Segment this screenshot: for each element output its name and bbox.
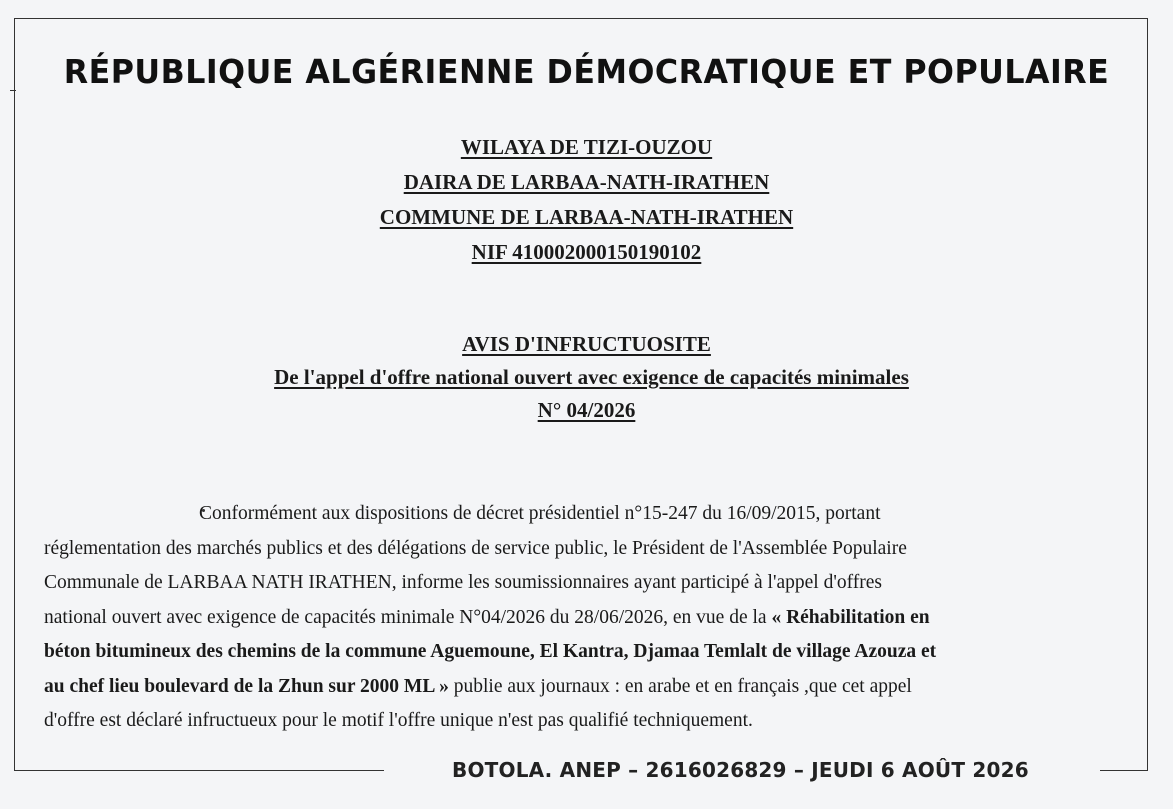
notice-title: AVIS D'INFRUCTUOSITE <box>462 332 711 356</box>
body-line: Conformément aux dispositions de décret présidentiel n°15-247 du 16/09/2015, portant <box>199 503 881 524</box>
daira-line: DAIRA DE LARBAA-NATH-IRATHEN <box>403 170 770 194</box>
frame-border-bottom-left <box>14 770 384 771</box>
wilaya-line: WILAYA DE TIZI-OUZOU <box>460 135 713 159</box>
publication-footer: BOTOLA. ANEP – 2616026829 – JEUDI 6 AOÛT 2026 <box>452 758 1029 782</box>
nif-line: NIF 410002000150190102 <box>471 240 702 264</box>
body-text-regular: national ouvert avec exigence de capacités minimale N°04/2026 du 28/06/2026, en vue de la <box>44 606 772 628</box>
body-line: d'offre est déclaré infructueux pour le motif l'offre unique n'est pas qualifié techniquement. <box>44 710 753 731</box>
commune-line: COMMUNE DE LARBAA-NATH-IRATHEN <box>379 205 794 229</box>
body-line <box>44 670 1119 705</box>
project-title-middle: béton bitumineux des chemins de la commune Aguemoune, El Kantra, Djamaa Temlalt de village Azouza et <box>44 641 937 662</box>
issuer-header <box>0 130 1173 270</box>
frame-border-top <box>14 18 1148 19</box>
body-line: réglementation des marchés publics et des délégations de service public, le Président de l'Assemblée Populaire <box>44 537 907 559</box>
notice-body <box>44 497 1119 739</box>
notice-subtitle: De l'appel d'offre national ouvert avec exigence de capacités minimales <box>274 365 909 389</box>
body-line <box>44 601 1119 636</box>
body-text-regular: publie aux journaux : en arabe et en français ,que cet appel <box>448 675 912 697</box>
frame-border-bottom-right <box>1100 770 1148 771</box>
margin-mark <box>10 90 16 91</box>
body-line: Communale de LARBAA NATH IRATHEN, informe les soumissionnaires ayant participé à l'appel d'offres <box>44 572 882 593</box>
project-title-start: « Réhabilitation en <box>771 606 930 628</box>
project-title-end: au chef lieu boulevard de la Zhun sur 2000 ML » <box>44 675 449 697</box>
page-title: RÉPUBLIQUE ALGÉRIENNE DÉMOCRATIQUE ET POPULAIRE <box>63 52 1110 91</box>
notice-number: N° 04/2026 <box>537 398 636 422</box>
notice-heading <box>0 328 1173 427</box>
